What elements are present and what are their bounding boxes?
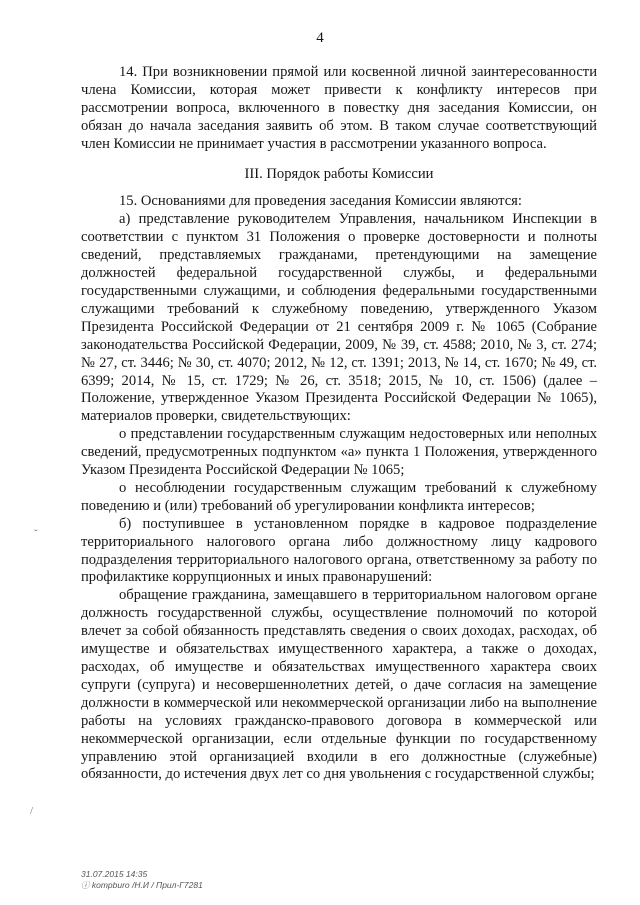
section-heading: III. Порядок работы Комиссии	[244, 165, 434, 182]
margin-mark: ˇ	[34, 528, 38, 540]
page-number: 4	[316, 30, 324, 46]
paragraph-15b: б) поступившее в установленном порядке в кадровое подразделение территориального налогового органа либо должностному лицу кадрового подразделения территориального налогового органа, ответственному за работу по профилактике коррупционных и иных правонарушений:	[81, 515, 597, 586]
footer-timestamp: 31.07.2015 14:35	[81, 869, 148, 879]
margin-mark: /	[30, 805, 34, 817]
paragraph-15a-item-1: о представлении государственным служащим недостоверных или неполных сведений, предусмотренных подпунктом «а» пункта 1 Положения, утвержденного Указом Президента Российской Федерации № 1065;	[81, 426, 597, 479]
paragraph-15a-item-2: о несоблюдении государственным служащим требований к служебному поведению и (или) требований об урегулировании конфликта интересов;	[81, 479, 597, 514]
paragraph-15: 15. Основаниями для проведения заседания Комиссии являются:	[119, 193, 522, 210]
print-footer	[81, 869, 203, 890]
footer-path: ⓘ kompburo /Н.И / Прил-Г7281	[81, 879, 203, 890]
paragraph-14: 14. При возникновении прямой или косвенной личной заинтересованности члена Комиссии, которая может привести к конфликту интересов при рассмотрении вопроса, включенного в повестку дня заседания Комиссии, он обязан до начала заседания заявить об этом. В таком случае соответствующий член Комиссии не принимает участия в рассмотрении указанного вопроса.	[81, 64, 597, 152]
paragraph-15a: а) представление руководителем Управления, начальником Инспекции в соответствии с пунктом 31 Положения о проверке достоверности и полноты сведений, представляемых гражданами, претендующими на замещение должностей федеральной государственной службы, и федеральными государственными служащими, и соблюдения федеральными государственными служащими требований к служебному поведению, утвержденного Указом Президента Российской Федерации от 21 сентября 2009 г. № 1065 (Собрание законодательства Российской Федерации, 2009, № 39, ст. 4588; 2010, № 3, ст. 274; № 27, ст. 3446; № 30, ст. 4070; 2012, № 12, ст. 1391; 2013, № 14, ст. 1670; № 49, ст. 6399; 2014, № 15, ст. 1729; № 26, ст. 3518; 2015, № 10, ст. 1506) (далее – Положение, утвержденное Указом Президента Российской Федерации № 1065), материалов проверки, свидетельствующих:	[81, 211, 597, 425]
document-body	[81, 64, 597, 784]
paragraph-15b-item-1: обращение гражданина, замещавшего в территориальном налоговом органе должность государственной службы, осуществление полномочий по которой влечет за собой обязанность представлять сведения о своих доходах, расходах, об имуществе и обязательствах имущественного характера, а также о доходах, расходах, об имуществе и обязательствах имущественного характера своих супруги (супруга) и несовершеннолетних детей, о даче согласия на замещение должности в коммерческой или некоммерческой организации либо на выполнение работы на условиях гражданско-правового договора в коммерческой или некоммерческой организации, если отдельные функции по государственному управлению этой организацией входили в его должностные (служебные) обязанности, до истечения двух лет со дня увольнения с государственной службы;	[81, 587, 597, 783]
